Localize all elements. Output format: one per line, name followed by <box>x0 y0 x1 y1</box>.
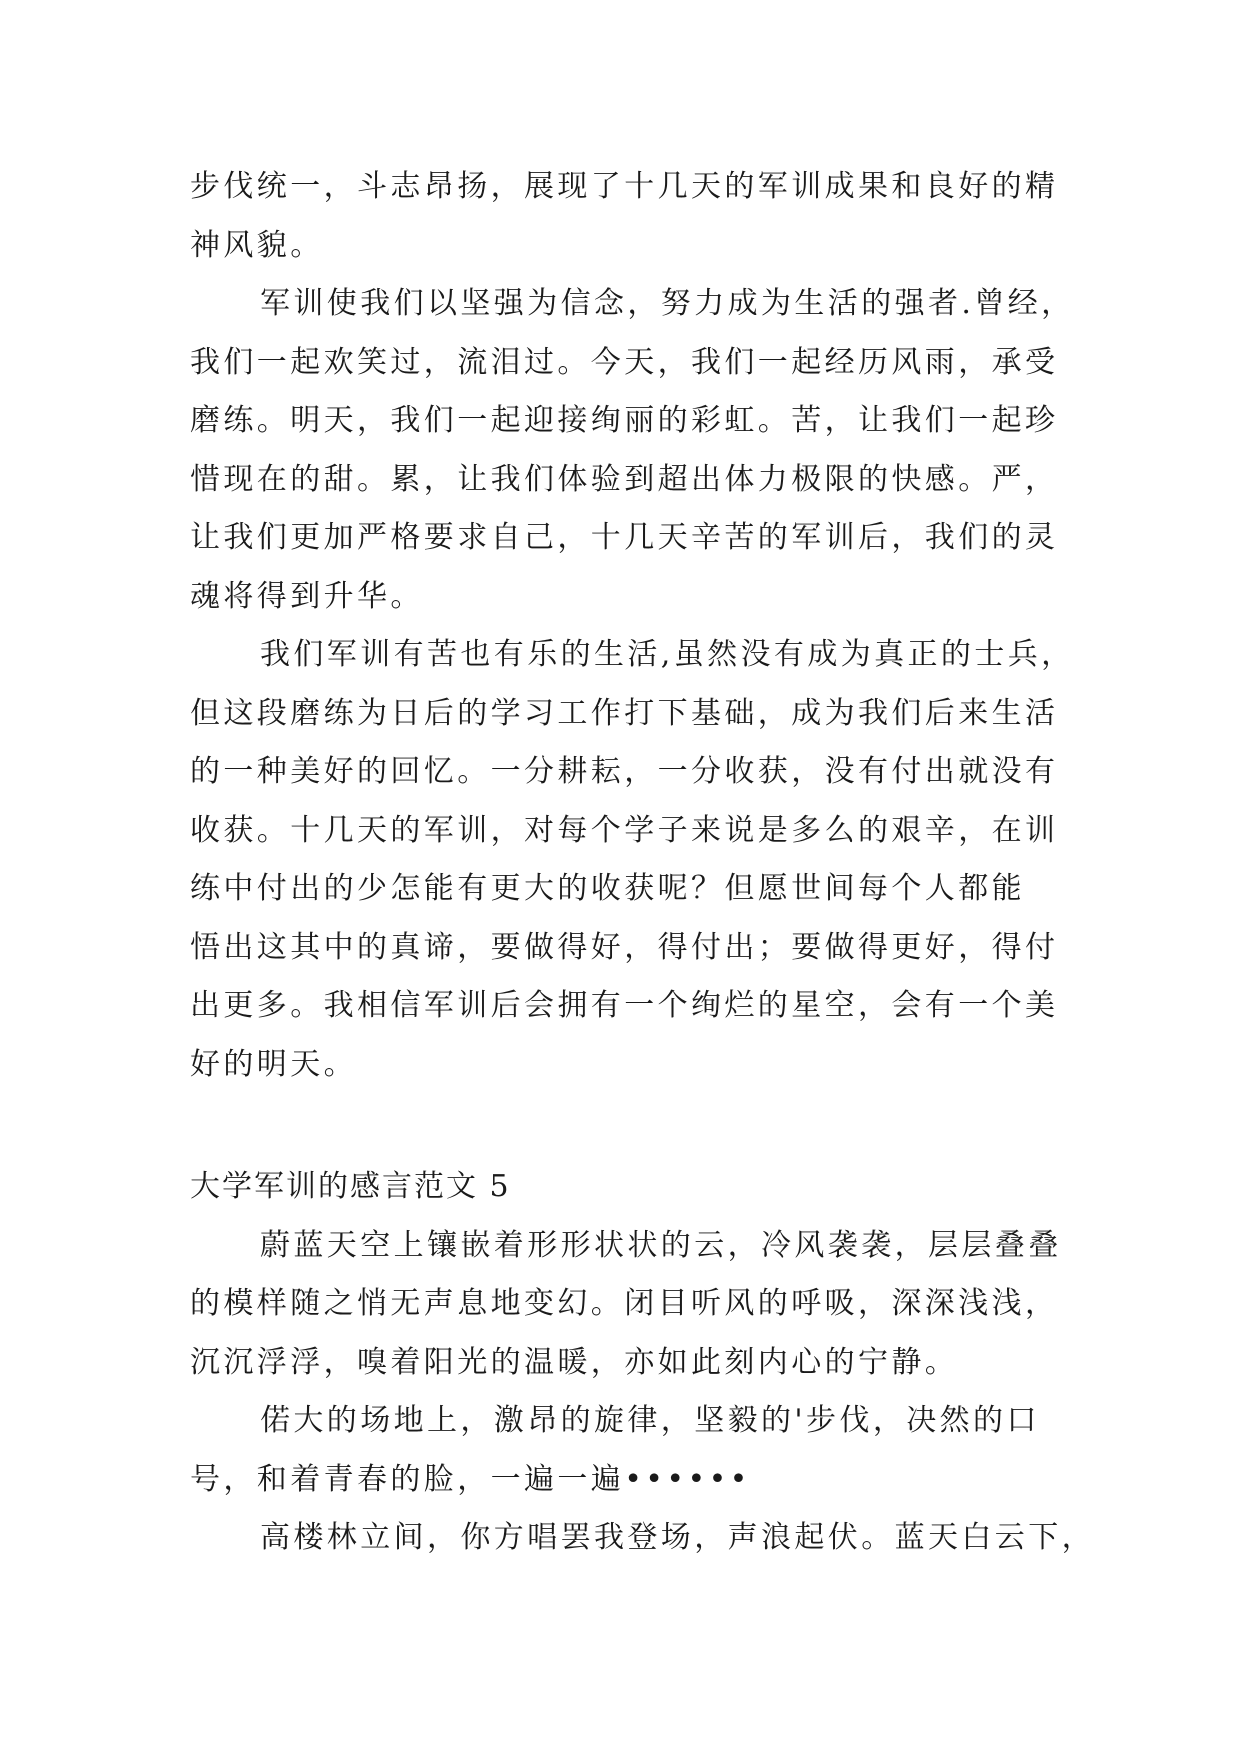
text-line: 惜现在的甜。累，让我们体验到超出体力极限的快感。严， <box>190 461 1059 497</box>
text-line: 的一种美好的回忆。一分耕耘，一分收获，没有付出就没有 <box>190 754 1059 789</box>
text-line: 练中付出的少怎能有更大的收获呢？但愿世间每个人都能 <box>190 871 1025 906</box>
text-line: 的模样随之悄无声息地变幻。闭目听风的呼吸，深深浅浅， <box>190 1286 1059 1321</box>
text-line: 悟出这其中的真谛，要做得好，得付出；要做得更好，得付 <box>190 929 1059 965</box>
paragraph <box>190 158 1060 275</box>
text-line: 高楼林立间，你方唱罢我登场，声浪起伏。蓝天白云下， <box>260 1520 1095 1555</box>
text-line: 偌大的场地上，激昂的旋律，坚毅的'步伐，决然的口 <box>260 1403 1040 1438</box>
text-line: 魂将得到升华。 <box>190 578 424 614</box>
text-line: 我们一起欢笑过，流泪过。今天，我们一起经历风雨，承受 <box>190 344 1059 380</box>
text-line: 沉沉浮浮，嗅着阳光的温暖，亦如此刻内心的宁静。 <box>190 1344 959 1380</box>
text-line: 蔚蓝天空上镶嵌着形形状状的云，冷风袭袭，层层叠叠 <box>260 1227 1062 1263</box>
paragraph <box>190 1392 1060 1509</box>
text-line: 我们军训有苦也有乐的生活,虽然没有成为真正的士兵， <box>260 637 1075 672</box>
document-page <box>190 158 1095 1568</box>
text-line: 收获。十几天的军训，对每个学子来说是多么的艰辛，在训 <box>190 812 1059 848</box>
text-line: 出更多。我相信军训后会拥有一个绚烂的星空，会有一个美 <box>190 988 1059 1023</box>
paragraph <box>190 626 1075 1094</box>
text-line: 步伐统一，斗志昂扬，展现了十几天的军训成果和良好的精 <box>190 169 1059 204</box>
paragraph <box>190 1509 1095 1568</box>
section-gap <box>190 1094 1060 1158</box>
paragraph <box>190 1217 1060 1393</box>
text-line: 让我们更加严格要求自己，十几天辛苦的军训后，我们的灵 <box>190 520 1059 555</box>
text-line: 磨练。明天，我们一起迎接绚丽的彩虹。苦，让我们一起珍 <box>190 403 1059 438</box>
text-line: 好的明天。 <box>190 1046 357 1082</box>
text-line: 号，和着青春的脸，一遍一遍•••••• <box>190 1461 751 1497</box>
text-line: 军训使我们以坚强为信念，努力成为生活的强者.曾经， <box>260 286 1075 321</box>
paragraph <box>190 275 1075 626</box>
section-heading: 大学军训的感言范文 5 <box>190 1169 511 1204</box>
text-line: 神风貌。 <box>190 227 324 263</box>
text-line: 但这段磨练为日后的学习工作打下基础，成为我们后来生活 <box>190 695 1059 731</box>
